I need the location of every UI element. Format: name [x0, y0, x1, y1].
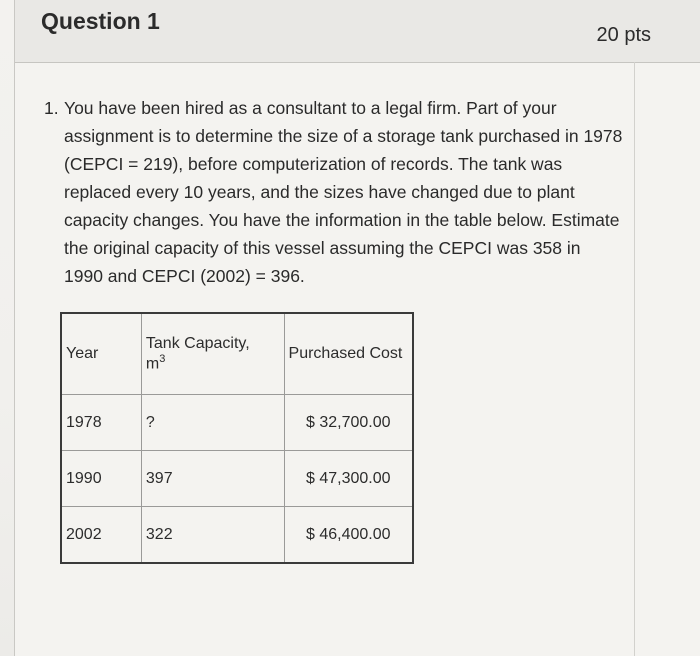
- cell-cost: $ 32,700.00: [284, 395, 413, 451]
- question-points: 20 pts: [596, 24, 651, 46]
- table-header-row: [61, 313, 413, 395]
- cell-capacity: ?: [141, 395, 284, 451]
- table-row: [61, 507, 413, 564]
- header-capacity-unit-sup: 3: [159, 352, 166, 365]
- question-header: [15, 0, 700, 63]
- table-row: [61, 395, 413, 451]
- divider: [634, 62, 635, 656]
- cell-cost: $ 47,300.00: [284, 451, 413, 507]
- header-year: Year: [61, 313, 141, 395]
- header-cost: Purchased Cost: [284, 313, 413, 395]
- question-body: [44, 94, 624, 290]
- cell-cost: $ 46,400.00: [284, 507, 413, 564]
- header-capacity-label: Tank Capacity,: [145, 334, 250, 352]
- cell-capacity: 397: [141, 451, 284, 507]
- header-capacity: [141, 313, 284, 395]
- cell-year: 2002: [61, 507, 141, 564]
- data-table: [60, 312, 414, 564]
- question-number: 1.: [44, 98, 59, 118]
- cell-capacity: 322: [141, 507, 284, 564]
- header-capacity-unit: m: [145, 355, 160, 373]
- cell-year: 1990: [61, 451, 141, 507]
- cell-year: 1978: [61, 395, 141, 451]
- question-title: Question 1: [41, 8, 160, 34]
- question-text: You have been hired as a consultant to a legal firm. Part of your assignment is to determine the size of a storage tank purchased in 1978 (CEPCI = 219), before computerization of records. The tank was replaced every 10 years, and the sizes have changed due to plant capacity changes. You have the information in the table below. Estimate the original capacity of this vessel assuming the CEPCI was 358 in 1990 and CEPCI (2002) = 396.: [64, 98, 623, 286]
- table-row: [61, 451, 413, 507]
